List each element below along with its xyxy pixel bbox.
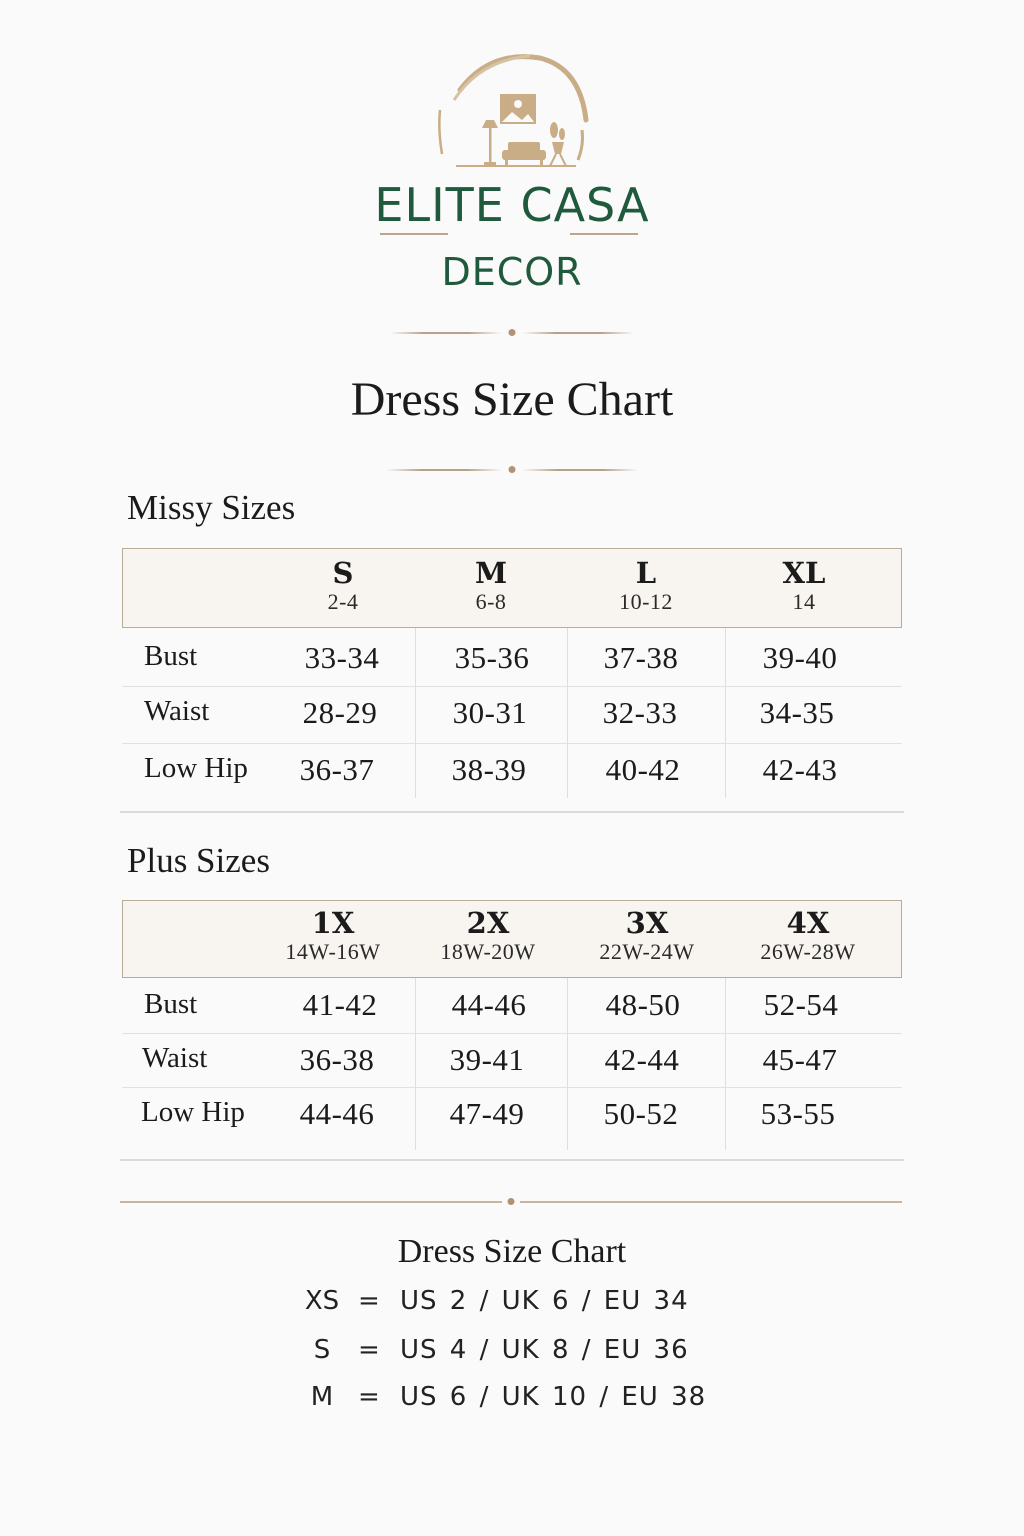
section-title-plus: Plus Sizes <box>127 841 270 880</box>
brand-name-line2: DECOR <box>441 250 583 294</box>
col-header-m: M 6-8 <box>474 556 508 614</box>
conversion-title: Dress Size Chart <box>397 1233 627 1270</box>
col-header-xl: XL 14 <box>782 556 826 614</box>
col-header-s: S 2-4 <box>327 556 359 614</box>
living-room-logo-icon <box>430 50 594 174</box>
ornament-divider <box>390 328 634 338</box>
plus-size-table <box>122 900 902 1162</box>
table-row-waist: Waist 28-29 30-31 32-33 34-35 <box>122 687 902 744</box>
conversion-row-m: M = US 6 / UK 10 / EU 38 <box>310 1382 707 1412</box>
page-title: Dress Size Chart <box>350 373 674 426</box>
conversion-row-s: S = US 4 / UK 8 / EU 36 <box>313 1335 689 1365</box>
table-row-bust: Bust 41-42 44-46 48-50 52-54 <box>122 978 902 1034</box>
brand-name-line1: ELITE CASA <box>374 178 650 232</box>
table-row-waist: Waist 36-38 39-41 42-44 45-47 <box>122 1034 902 1088</box>
table-row-low-hip: Low Hip 36-37 38-39 40-42 42-43 <box>144 752 838 787</box>
section-title-missy: Missy Sizes <box>127 488 296 527</box>
table-header <box>122 900 902 978</box>
ornament-divider <box>120 1197 902 1207</box>
col-header-3x: 3X 22W-24W <box>599 906 695 964</box>
ornament-divider <box>386 465 638 475</box>
col-header-2x: 2X 18W-20W <box>440 906 536 964</box>
col-header-1x: 1X 14W-16W <box>285 906 381 964</box>
table-row-low-hip: Low Hip 44-46 47-49 50-52 53-55 <box>141 1096 836 1131</box>
diamond-dot-icon <box>508 1198 515 1205</box>
diamond-dot-icon <box>509 466 516 473</box>
brand-underline-right <box>570 233 638 235</box>
col-header-l: L 10-12 <box>619 556 673 614</box>
missy-size-table <box>122 548 902 813</box>
conversion-row-xs: XS = US 2 / UK 6 / EU 34 <box>304 1286 689 1316</box>
table-row-bust: Bust 33-34 35-36 37-38 39-40 <box>122 628 902 687</box>
brand-underline-left <box>380 233 448 235</box>
col-header-4x: 4X 26W-28W <box>760 906 856 964</box>
diamond-dot-icon <box>509 329 516 336</box>
table-header <box>122 548 902 628</box>
